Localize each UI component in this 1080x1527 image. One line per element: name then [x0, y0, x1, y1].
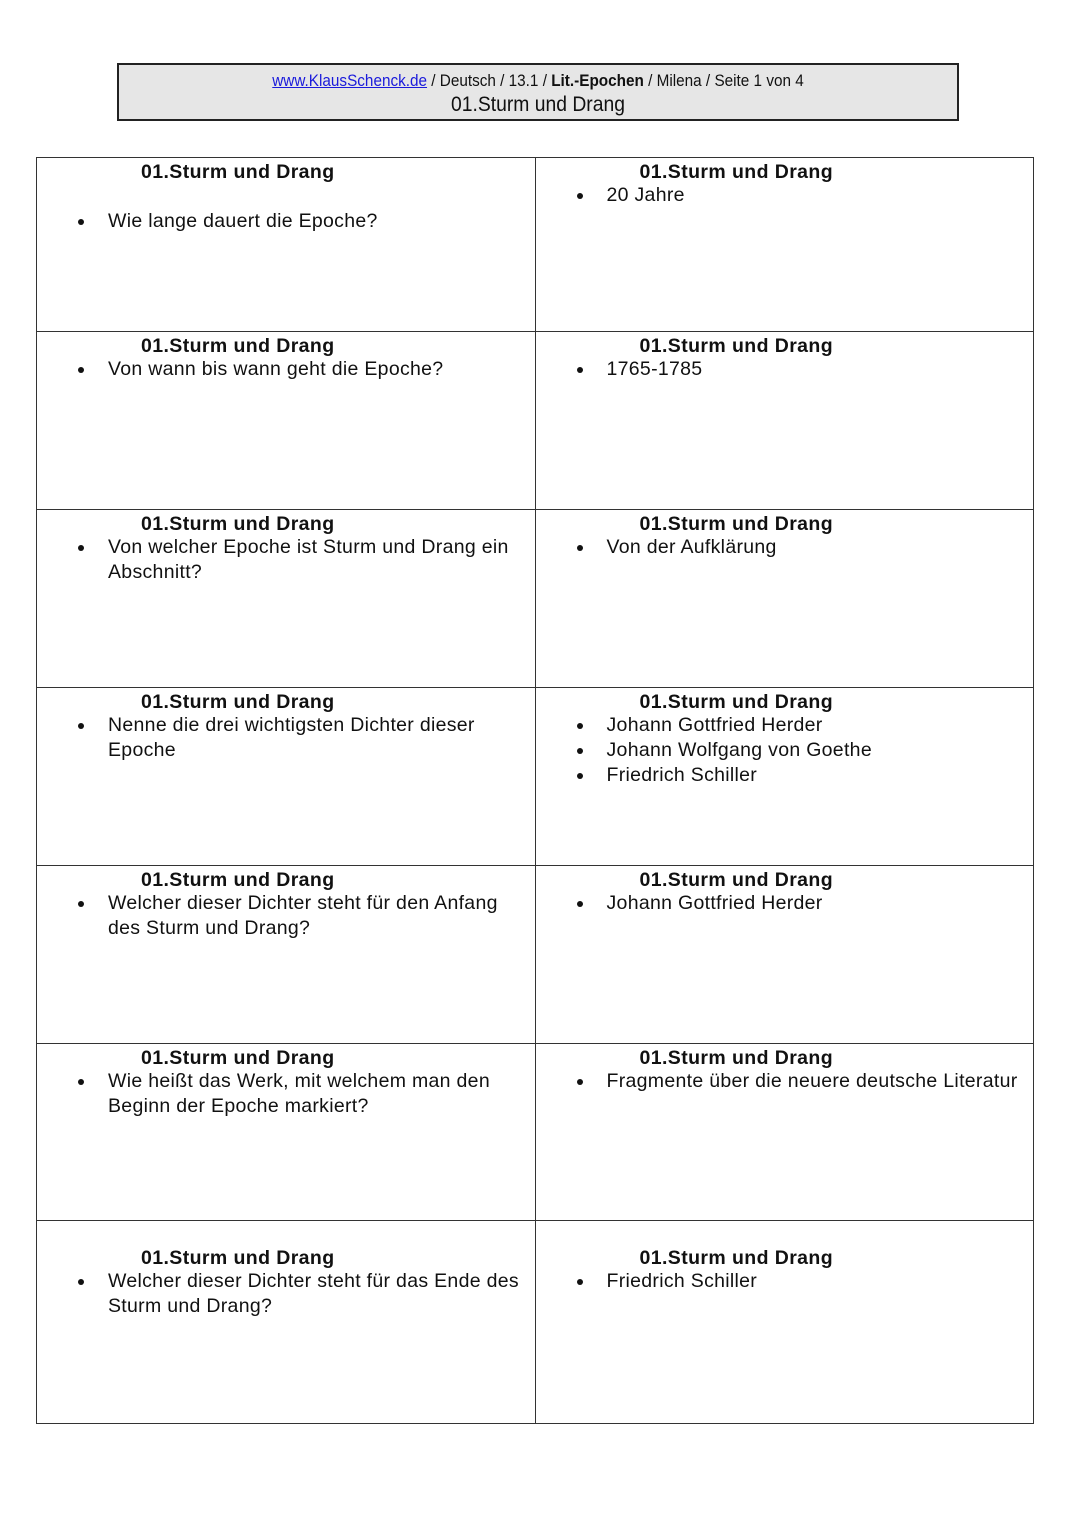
question-card: [37, 688, 536, 866]
card-title: 01.Sturm und Drang: [141, 161, 335, 183]
header-path-rest: / Milena / Seite 1 von 4: [643, 71, 804, 90]
question-list: [37, 713, 535, 763]
question-list: [37, 1269, 535, 1319]
question-card: [37, 1044, 536, 1221]
question-card: [37, 510, 536, 688]
card-title: 01.Sturm und Drang: [639, 691, 834, 713]
card-title: 01.Sturm und Drang: [141, 335, 335, 357]
answer-text: 20 Jahre: [536, 183, 1034, 208]
answer-text: Friedrich Schiller: [536, 763, 1034, 788]
answer-text: Fragmente über die neuere deutsche Literatur: [536, 1069, 1034, 1094]
card-title: 01.Sturm und Drang: [141, 1047, 335, 1069]
question-card: [37, 866, 536, 1044]
card-row: [37, 1044, 1034, 1221]
answer-text: Johann Gottfried Herder: [536, 713, 1034, 738]
question-list: [37, 209, 535, 234]
answer-text: Johann Gottfried Herder: [536, 891, 1034, 916]
card-row: [37, 1221, 1034, 1424]
answer-list: [536, 183, 1034, 208]
header-breadcrumb: [161, 70, 915, 92]
question-card: [37, 1221, 536, 1424]
card-title: 01.Sturm und Drang: [141, 513, 335, 535]
answer-list: [536, 357, 1034, 382]
question-text: Wie heißt das Werk, mit welchem man den Beginn der Epoche markiert?: [37, 1069, 535, 1119]
question-list: [37, 891, 535, 941]
answer-card: [535, 688, 1034, 866]
answer-list: [536, 535, 1034, 560]
card-row: [37, 158, 1034, 332]
question-list: [37, 1069, 535, 1119]
question-card: [37, 332, 536, 510]
answer-card: [535, 866, 1034, 1044]
answer-card: [535, 1044, 1034, 1221]
answer-list: [536, 891, 1034, 916]
page-title: 01.Sturm und Drang: [451, 93, 625, 116]
card-title: 01.Sturm und Drang: [639, 1047, 834, 1069]
answer-list: [536, 1269, 1034, 1294]
card-row: [37, 866, 1034, 1044]
question-text: Wie lange dauert die Epoche?: [37, 209, 535, 234]
card-row: [37, 510, 1034, 688]
answer-list: [536, 713, 1034, 788]
website-link[interactable]: www.KlausSchenck.de: [272, 71, 428, 90]
question-list: [37, 357, 535, 382]
question-text: Welcher dieser Dichter steht für den Anfang des Sturm und Drang?: [37, 891, 535, 941]
card-title: 01.Sturm und Drang: [141, 1247, 335, 1269]
answer-text: 1765-1785: [536, 357, 1034, 382]
question-text: Nenne die drei wichtigsten Dichter dieser Epoche: [37, 713, 535, 763]
card-row: [37, 688, 1034, 866]
card-title: 01.Sturm und Drang: [639, 1247, 834, 1269]
card-title: 01.Sturm und Drang: [639, 869, 834, 891]
card-row: [37, 332, 1034, 510]
header-path-part: / Deutsch / 13.1 /: [427, 71, 552, 90]
header-section: Lit.-Epochen: [551, 71, 644, 90]
answer-text: Von der Aufklärung: [536, 535, 1034, 560]
answer-text: Johann Wolfgang von Goethe: [536, 738, 1034, 763]
question-text: Welcher dieser Dichter steht für das Ende des Sturm und Drang?: [37, 1269, 535, 1319]
question-card: [37, 158, 536, 332]
question-text: Von wann bis wann geht die Epoche?: [37, 357, 535, 382]
answer-card: [535, 510, 1034, 688]
answer-text: Friedrich Schiller: [536, 1269, 1034, 1294]
answer-card: [535, 1221, 1034, 1424]
flashcard-table: [36, 157, 1034, 1424]
card-title: 01.Sturm und Drang: [639, 513, 834, 535]
card-title: 01.Sturm und Drang: [639, 335, 834, 357]
card-title: 01.Sturm und Drang: [141, 691, 335, 713]
answer-list: [536, 1069, 1034, 1094]
answer-card: [535, 332, 1034, 510]
card-title: 01.Sturm und Drang: [639, 161, 834, 183]
question-list: [37, 535, 535, 585]
answer-card: [535, 158, 1034, 332]
page-header: [117, 63, 959, 121]
question-text: Von welcher Epoche ist Sturm und Drang ein Abschnitt?: [37, 535, 535, 585]
card-title: 01.Sturm und Drang: [141, 869, 335, 891]
